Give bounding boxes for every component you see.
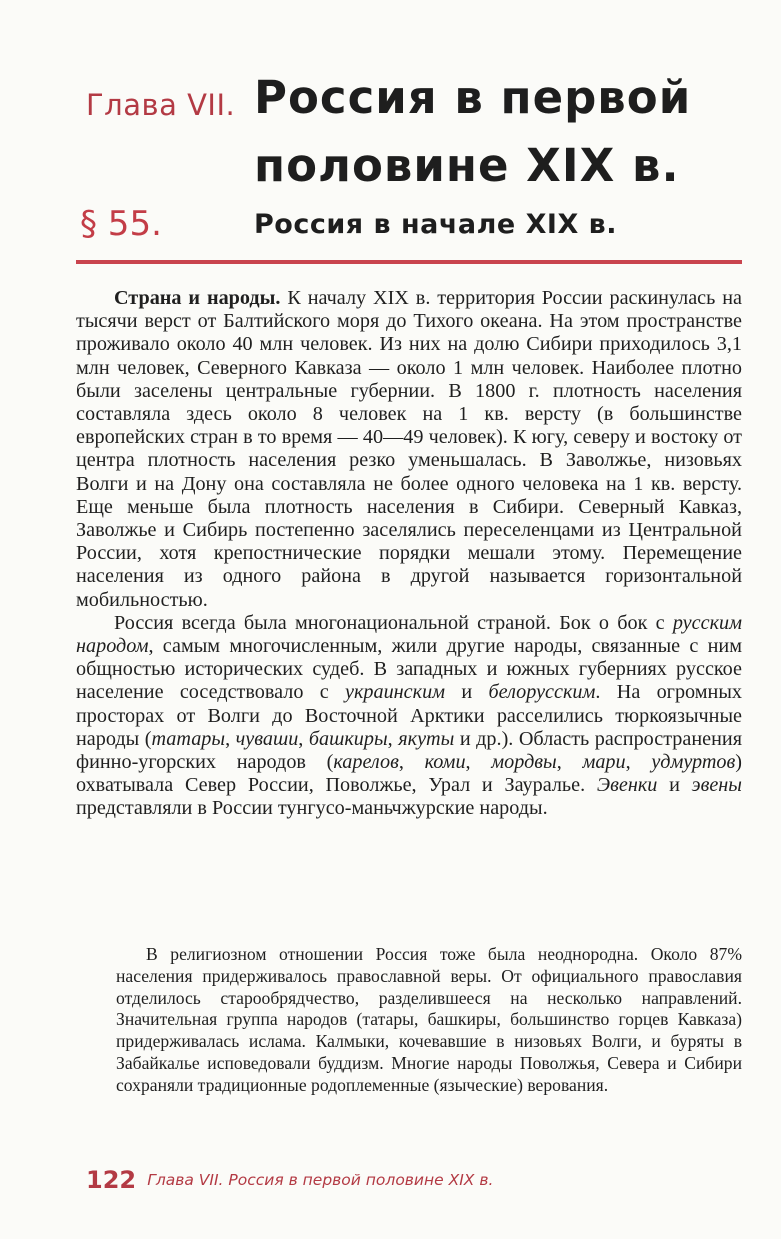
page-number: 122	[86, 1166, 137, 1194]
main-text	[76, 287, 742, 821]
text-run: ,	[225, 727, 236, 750]
term-evens: эвены	[691, 774, 742, 797]
chapter-title	[254, 64, 754, 200]
term-karelians: карелов	[333, 751, 399, 774]
text-run: ,	[387, 727, 399, 750]
text-run: ) охватывала Север России, Поволжье, Урал и Зауралье.	[76, 751, 743, 797]
text-run: . На огромных просторах от Волги до Восточной Арктики расселились тюркоязычные народы (	[76, 681, 743, 750]
running-head: Глава VII. Россия в первой половине XIX в.	[147, 1171, 494, 1189]
term-russian-people: русским народом	[76, 611, 742, 658]
term-mordva: мордвы	[491, 751, 557, 774]
term-chuvash: чуваши	[235, 727, 299, 750]
text-run: и	[445, 681, 489, 704]
chapter-title-line-2: половине XIX в.	[254, 139, 680, 192]
term-bashkirs: башкиры	[308, 727, 388, 750]
term-ukrainian: украинским	[344, 681, 446, 704]
paragraph-nationalities	[76, 612, 742, 821]
term-yakuts: якуты	[398, 727, 455, 750]
section-number: § 55.	[80, 204, 162, 244]
text-run: ,	[556, 751, 583, 774]
section-title: Россия в начале XIX в.	[254, 209, 618, 240]
text-run: ,	[465, 751, 492, 774]
chapter-label: Глава VII.	[86, 88, 236, 122]
term-udmurts: удмуртов	[651, 751, 736, 774]
text-run: ,	[298, 727, 309, 750]
text-run: представляли в России тунгусо-маньчжурские народы.	[76, 797, 548, 820]
text-run: , самым многочисленным, жили другие народы, связанные с ним общностью исторических судеб. В западных и южных губерниях русское население соседствовало с	[76, 635, 742, 704]
chapter-title-line-1: Россия в первой	[254, 71, 692, 124]
text-run: ,	[398, 751, 425, 774]
term-tatars: татары	[151, 727, 226, 750]
text-run: Россия всегда была многонациональной страной. Бок о бок с	[114, 611, 673, 634]
paragraph-country-and-peoples	[76, 287, 742, 612]
text-run: и	[657, 774, 692, 797]
term-evenks: Эвенки	[596, 774, 658, 797]
section-divider	[76, 260, 742, 264]
text-run: ,	[625, 751, 652, 774]
term-belarusian: белорусским	[488, 681, 596, 704]
paragraph-religion: В религиозном отношении Россия тоже была неоднородна. Около 87% населения придерживалось православной веры. От официального православия отделилось старообрядчество, разделившееся на несколько направлений. Значительная группа народов (татары, башкиры, большинство горцев Кавказа) придерживалась ислама. Калмыки, кочевавшие в низовьях Волги, и буряты в Забайкалье исповедовали буддизм. Многие народы Поволжья, Севера и Сибири сохраняли традиционные родоплеменные (языческие) верования.	[116, 944, 742, 1095]
text-run: и др.). Область распространения финно-угорских народов (	[76, 727, 743, 774]
term-mari: мари	[582, 751, 626, 774]
term-komi: коми	[424, 751, 466, 774]
page-footer	[86, 1166, 493, 1194]
paragraph-text: К началу XIX в. территория России раскинулась на тысячи верст от Балтийского моря до Тихого океана. На этом пространстве проживало около 40 млн человек. Из них на долю Сибири приходилось 3,1 млн человек, Северного Кавказа — около 1 млн человек. Наиболее плотно были заселены центральные губернии. В 1800 г. плотность населения составляла здесь около 8 человек на 1 кв. версту (в большинстве европейских стран в то время — 40—49 человек). К югу, северу и востоку от центра плотность населения резко уменьшалась. В Заволжье, низовьях Волги и на Дону она составляла не более одного человека на 1 кв. версту. Еще меньше была плотность населения в Сибири. Северный Кавказ, Заволжье и Сибирь постепенно заселялись переселенцами из Центральной России, хотя крепостнические порядки мешали этому. Перемещение населения из одного района в другой называется горизонтальной мобильностью.	[76, 287, 743, 611]
paragraph-lead: Страна и народы.	[114, 287, 281, 309]
small-print-block	[116, 944, 742, 1097]
